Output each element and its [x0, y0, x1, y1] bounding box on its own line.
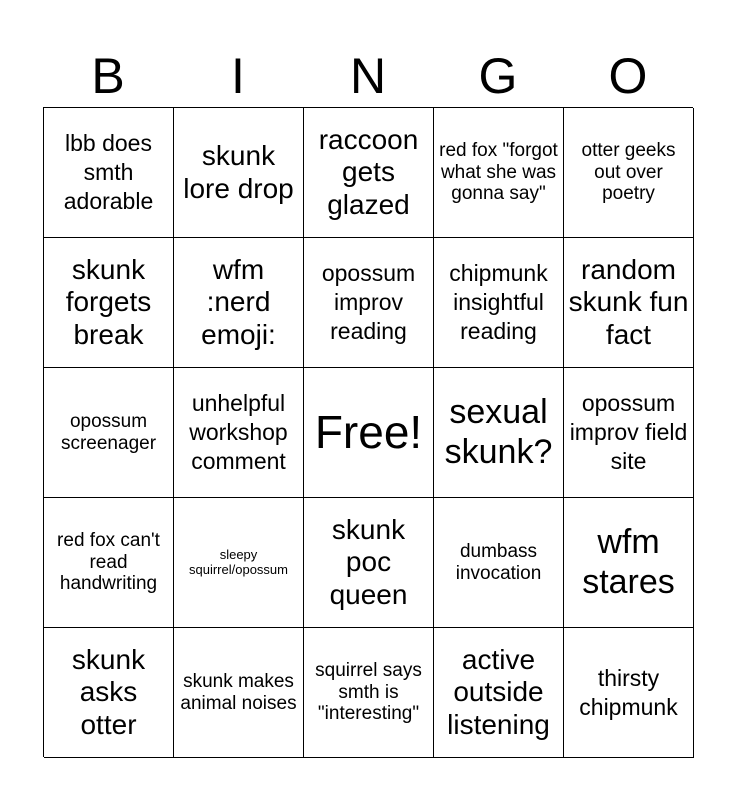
bingo-cell[interactable]	[174, 238, 304, 368]
header-letter-n: N	[349, 48, 387, 104]
bingo-cell-text: skunk forgets break	[65, 254, 152, 350]
bingo-cell-text: thirsty chipmunk	[579, 664, 678, 720]
bingo-cell[interactable]	[44, 498, 174, 628]
bingo-cell-text: unhelpful workshop comment	[189, 390, 288, 474]
bingo-cell-text: opossum improv reading	[321, 260, 416, 344]
bingo-cell[interactable]	[304, 108, 434, 238]
bingo-cell[interactable]	[564, 628, 694, 758]
bingo-header	[43, 44, 693, 108]
bingo-cell[interactable]	[174, 628, 304, 758]
bingo-cell-text: skunk asks otter	[71, 644, 146, 740]
bingo-cell-text: opossum screenager	[60, 410, 157, 454]
bingo-cell[interactable]	[434, 498, 564, 628]
bingo-cell[interactable]	[174, 108, 304, 238]
header-letter-b: B	[91, 48, 125, 104]
bingo-cell-text: active outside listening	[447, 644, 550, 740]
bingo-cell[interactable]	[304, 238, 434, 368]
bingo-cell-text: skunk lore drop	[183, 140, 294, 204]
bingo-cell[interactable]	[564, 238, 694, 368]
bingo-cell-text: raccoon gets glazed	[318, 124, 419, 220]
bingo-cell[interactable]	[434, 628, 564, 758]
bingo-cell[interactable]	[434, 238, 564, 368]
bingo-cell-text: skunk makes animal noises	[180, 670, 297, 714]
bingo-cell[interactable]	[44, 238, 174, 368]
bingo-cell-text: skunk poc queen	[329, 514, 408, 610]
bingo-cell[interactable]	[304, 498, 434, 628]
bingo-cell[interactable]	[434, 368, 564, 498]
header-letter-g: G	[478, 48, 518, 104]
bingo-cell-text: Free!	[314, 406, 423, 459]
bingo-cell[interactable]	[304, 628, 434, 758]
bingo-cell-text: sleepy squirrel/opossum	[189, 546, 288, 577]
bingo-cell-text: random skunk fun fact	[568, 254, 689, 350]
bingo-cell[interactable]	[434, 108, 564, 238]
bingo-cell-text: sexual skunk?	[444, 393, 553, 471]
bingo-grid	[43, 107, 693, 757]
bingo-cell[interactable]	[564, 108, 694, 238]
bingo-cell-text: wfm stares	[582, 523, 675, 601]
bingo-cell-text: dumbass invocation	[455, 540, 542, 584]
bingo-cell[interactable]	[44, 108, 174, 238]
bingo-cell-text: opossum improv field site	[569, 390, 688, 474]
header-letter-i: I	[231, 48, 245, 104]
bingo-cell[interactable]	[174, 498, 304, 628]
bingo-cell-text: red fox can't read handwriting	[57, 529, 160, 595]
bingo-cell[interactable]	[564, 498, 694, 628]
bingo-cell-text: lbb does smth adorable	[63, 130, 154, 214]
bingo-cell-free[interactable]	[304, 368, 434, 498]
bingo-cell-text: squirrel says smth is "interesting"	[315, 659, 422, 725]
bingo-cell-text: otter geeks out over poetry	[581, 139, 676, 205]
bingo-cell[interactable]	[564, 368, 694, 498]
bingo-cell[interactable]	[44, 368, 174, 498]
bingo-cell-text: wfm :nerd emoji:	[201, 254, 276, 350]
bingo-cell[interactable]	[44, 628, 174, 758]
bingo-cell-text: chipmunk insightful reading	[449, 260, 548, 344]
header-letter-o: O	[608, 48, 648, 104]
bingo-cell-text: red fox "forgot what she was gonna say"	[439, 139, 558, 205]
bingo-cell[interactable]	[174, 368, 304, 498]
